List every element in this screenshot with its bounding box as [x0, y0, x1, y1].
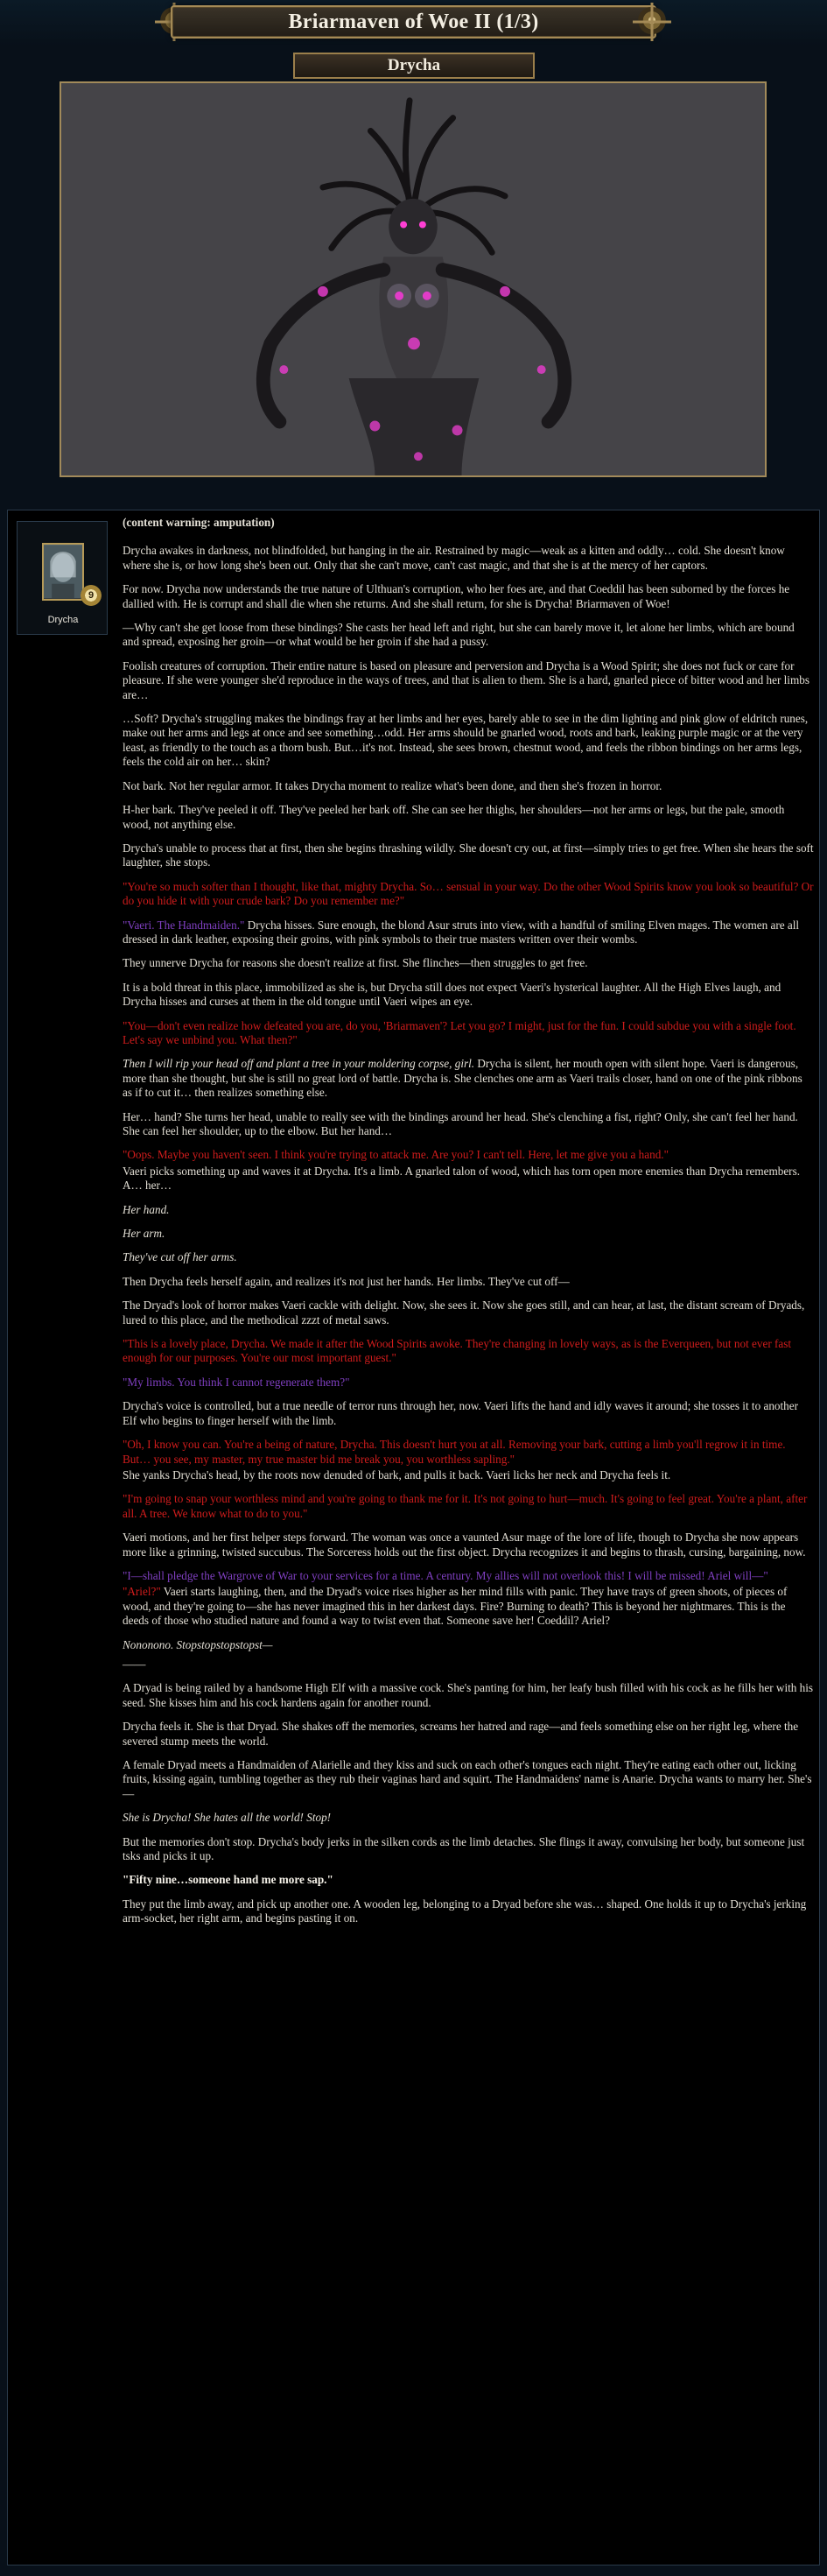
paragraph: They unnerve Drycha for reasons she doesn't realize at first. She flinches—then struggles to get free. [123, 956, 588, 970]
story-text [123, 514, 814, 1936]
paragraph: Vaeri picks something up and waves it at Drycha. It's a limb. A gnarled talon of wood, which has torn open more enemies than Drycha remembers. A… her… [123, 1164, 801, 1193]
paragraph: Foolish creatures of corruption. Their entire nature is based on pleasure and perversion and Drycha is a Wood Spirit; she does not fuck or care for pleasure. If she were younger she'd reproduce in the ways of trees, and that is alien to them. She is a hard, gnarled piece of bitter wood and her limbs are… [123, 658, 809, 701]
paragraph: Not bark. Not her regular armor. It takes Drycha moment to realize what's been done, and then she's frozen in horror. [123, 778, 662, 792]
paragraph: Then Drycha feels herself again, and realizes it's not just her hands. Her limbs. They've cut off— [123, 1274, 570, 1288]
paragraph-text: Vaeri starts laughing, then, and the Dryad's voice rises higher as her mind fills with panic. They have trays of green shoots, of pieces of wood, and they're going to—she has never imagined this in her darkest days. Fire? Burning to death? This is beyond her nightmares. This is the deeds of those who studied nature and found a way to twist even that. Someone save her! Coeddil? Ariel? [123, 1585, 788, 1628]
paragraph: Nononono. Stopstopstopstopst— [123, 1637, 273, 1651]
paragraph: For now. Drycha now understands the true nature of Ulthuan's corruption, who her foes are, and that Coeddil has been suborned by the forces he dallied with. He is corrupt and shall die when she returns. And she shall return, for she is Drycha! Briarmaven of Woe! [123, 582, 790, 610]
paragraph: Drycha awakes in darkness, not blindfolded, but hanging in the air. Restrained by magic—weak as a kitten and oddly… cold. She doesn't know where she is, or how long she's been out. Only that she can't move, can't cast magic, and that she is at the mercy of her captors. [123, 544, 785, 572]
paragraph [123, 1585, 814, 1628]
paragraph: Her hand. [123, 1202, 170, 1216]
vaeri-dialogue: "I'm going to snap your worthless mind and you're going to thank me for it. It's not going to hurt—much. It's going to feel great. You're a plant, after all. A tree. We know what to do to you." [123, 1492, 808, 1520]
scene-divider: —— [123, 1657, 146, 1671]
vaeri-dialogue: "This is a lovely place, Drycha. We made it after the Wood Spirits awoke. They're changing in lovely ways, as is the Everqueen, but not ever fast enough for our purposes. You're our most important guest." [123, 1337, 792, 1365]
vaeri-dialogue: "You're so much softer than I thought, like that, mighty Drycha. So… sensual in your way. Do the other Wood Spirits know you look so beautiful? Or do you hide it with your crude bark? Do you remember me?" [123, 879, 814, 908]
paragraph: A Dryad is being railed by a handsome High Elf with a massive cock. She's panting for him, her leafy bush filled with his cock as he fills her with his seed. She kisses him and his cock hardens again for another round. [123, 1681, 814, 1709]
speaker-name: Drycha [47, 615, 79, 625]
paragraph: The Dryad's look of horror makes Vaeri cackle with delight. Now, she sees it. Now she goes still, and can hear, at last, the distant scream of Dryads, lured to this place, and the methodical zzzt of metal saws. [123, 1299, 805, 1327]
character-illustration [60, 81, 767, 477]
title-plate [171, 5, 656, 39]
paragraph-text: Drycha hisses. Sure enough, the blond Asur struts into view, with a handful of smiling Elven mages. The women are all dressed in dark leather, exposing their groins, with pink symbols to their true masters written over their wombs. [123, 918, 800, 946]
paragraph: Drycha's unable to process that at first, then she begins thrashing wildly. She doesn't cry out, at first—simply tries to get free. When she hears the soft laughter, she stops. [123, 841, 814, 869]
paragraph: They've cut off her arms. [123, 1250, 237, 1264]
drycha-dialogue: "I—shall pledge the Wargrove of War to your services for a time. A century. My allies will not overlook this! I will be missed! Ariel will—" [123, 1568, 768, 1582]
paragraph: H-her bark. They've peeled it off. They've peeled her bark off. She can see her thighs, her shoulders—not her arms or legs, but the pale, smooth wood, not anything else. [123, 803, 785, 831]
page-title: Briarmaven of Woe II (1/3) [288, 10, 539, 33]
paragraph: …Soft? Drycha's struggling makes the bindings fray at her limbs and her eyes, barely able to see in the dim lighting and pink glow of eldritch runes, make out her arms and legs at once and see something…odd. Her arms should be gnarled wood, roots and bark, leaking purple magic or at the very least, as friendly to the touch as a thorn bush. But…it's not. Instead, she sees brown, chestnut wood, and feels the ribbon bindings on her arms legs, feels the cold air on her… skin? [123, 712, 809, 769]
paragraph: Her arm. [123, 1227, 165, 1241]
dialogue-panel [7, 510, 820, 2565]
paragraph: She is Drycha! She hates all the world! Stop! [123, 1811, 332, 1825]
drycha-thought: Then I will rip your head off and plant a tree in your moldering corpse, girl. [123, 1057, 475, 1071]
speaker-card [17, 521, 108, 635]
right-ornament-icon [637, 7, 667, 37]
paragraph: They put the limb away, and pick up another one. A wooden leg, belonging to a Dryad before she was… shaped. One holds it up to Drycha's jerking arm-socket, her right arm, and begins pasting it on. [123, 1897, 807, 1925]
vaeri-dialogue: "Oh, I know you can. You're a being of nature, Drycha. This doesn't hurt you at all. Removing your bark, cutting a limb you'll regrow it in time. But… you see, my master, my true master bid me break you, you worthless sapling." [123, 1438, 786, 1466]
vaeri-dialogue: "Oops. Maybe you haven't seen. I think you're trying to attack me. Are you? I can't tell. Here, let me give you a hand." [123, 1148, 669, 1162]
portrait-face-icon [44, 545, 82, 599]
speaker-portrait [42, 543, 84, 601]
paragraph: A female Dryad meets a Handmaiden of Alarielle and they kiss and suck on each other's tongues each night. They're eating each other out, licking fruits, kissing again, tumbling together as they rub their vaginas hard and squirt. The Handmaidens' name is Anarie. Drycha wants to marry her. She's— [123, 1758, 812, 1800]
character-name-plate [293, 53, 535, 79]
drycha-illustration-icon [61, 83, 765, 475]
paragraph: She yanks Drycha's head, by the roots now denuded of bark, and pulls it back. Vaeri licks her neck and Drycha feels it. [123, 1467, 671, 1482]
paragraph: But the memories don't stop. Drycha's body jerks in the silken cords as the limb detaches. She flings it away, convulsing her body, but someone just tsks and picks it up. [123, 1834, 805, 1863]
title-bar [0, 0, 827, 46]
level-badge: 9 [81, 585, 102, 606]
paragraph: —Why can't she get loose from these bindings? She casts her head left and right, but she can barely move it, let alone her limbs, which are bound and spread, exposing her groin—or what would be her groin if she had a pussy. [123, 621, 795, 649]
drycha-dialogue: "Vaeri. The Handmaiden." [123, 918, 245, 932]
paragraph: "Fifty nine…someone hand me more sap." [123, 1873, 333, 1887]
paragraph: Drycha feels it. She is that Dryad. She shakes off the memories, screams her hatred and rage—and feels something else on her right leg, where the severed stump meets the world. [123, 1720, 799, 1748]
vaeri-dialogue: "Ariel?" [123, 1585, 161, 1599]
paragraph-text: Drycha is silent, her mouth open with silent hope. Vaeri is dangerous, more than she thought, but she is still no great lord of battle. Drycha is. She clenches one arm as Vaeri trails closer, hand on one of the pink ribbons as if to cut it… then realizes something else. [123, 1057, 802, 1100]
content-warning: (content warning: amputation) [123, 516, 275, 529]
paragraph [123, 1057, 814, 1100]
paragraph: It is a bold threat in this place, immobilized as she is, but Drycha still does not expect Vaeri's hysterical laughter. All the High Elves laugh, and Drycha hisses and curses at them in the old tongue until Vaeri wipes an eye. [123, 980, 781, 1009]
drycha-dialogue: "My limbs. You think I cannot regenerate them?" [123, 1375, 350, 1389]
paragraph: Drycha's voice is controlled, but a true needle of terror runs through her, now. Vaeri lifts the hand and idly waves it around; she tosses it to another Elf who begins to finger herself with the limb. [123, 1399, 799, 1427]
paragraph [123, 918, 814, 947]
paragraph: Her… hand? She turns her head, unable to really see with the bindings around her head. She's clenching a fist, right? Only, she can't feel her hand. She can feel her shoulder, up to the elbow. But her hand… [123, 1109, 798, 1137]
paragraph: Vaeri motions, and her first helper steps forward. The woman was once a vaunted Asur mage of the lore of life, though to Drycha she now appears more like a grinning, twisted succubus. The Sorceress holds out the first object. Drycha recognizes it and begins to thrash, cursing, bargaining, now. [123, 1531, 806, 1559]
vaeri-dialogue: "You—don't even realize how defeated you are, do you, 'Briarmaven'? Let you go? I might, just for the fun. I could subdue you with a single foot. Let's say we unbind you. What then?" [123, 1018, 796, 1046]
character-name: Drycha [387, 56, 441, 74]
